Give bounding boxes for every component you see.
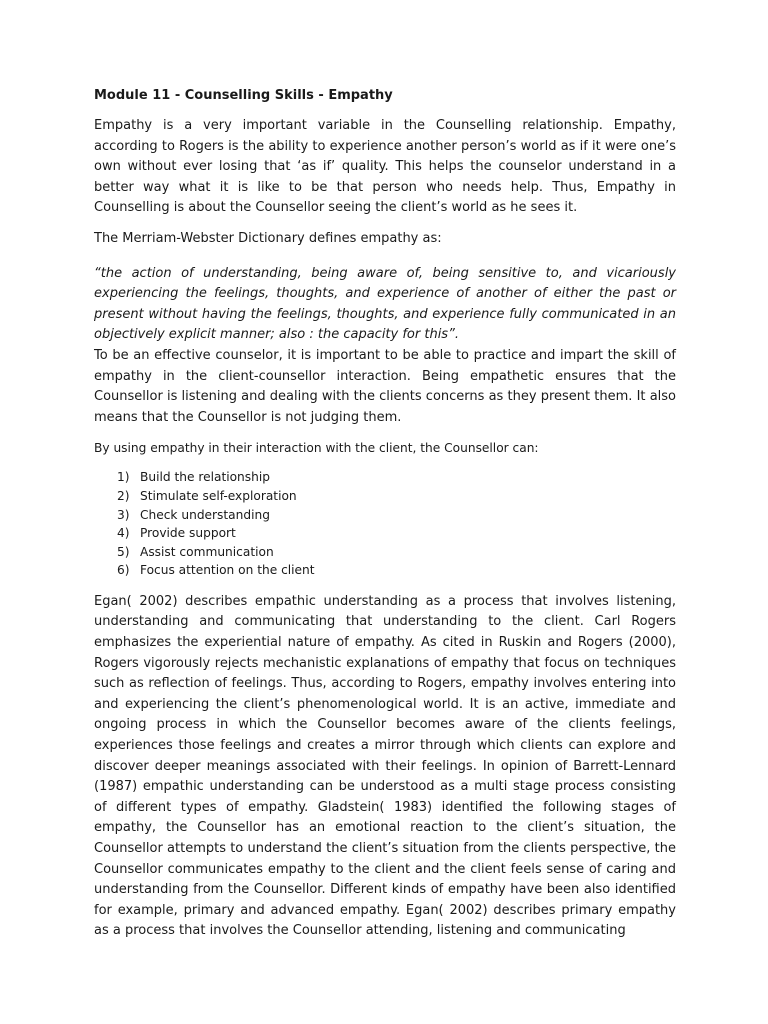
dictionary-quote: “the action of understanding, being aware of, being sensitive to, and vicariously experiencing the feelings, thoughts, and experience of another of either the past or present without having the feelings, thoughts, and experience fully communicated in an objectively explicit manner; also : the capacity for this”. (94, 265, 676, 343)
list-item-number: 3) (117, 507, 130, 522)
list-item (117, 561, 676, 580)
list-item-text: Build the relationship (140, 470, 270, 485)
list-item-number: 5) (117, 544, 130, 559)
list-item-number: 6) (117, 563, 130, 578)
counsellor-abilities-list (94, 468, 676, 580)
list-item-number: 1) (117, 470, 130, 485)
list-item-number: 4) (117, 526, 130, 541)
list-item-text: Stimulate self-exploration (140, 488, 297, 503)
list-item-text: Assist communication (140, 544, 274, 559)
list-item (117, 468, 676, 487)
list-item-number: 2) (117, 488, 130, 503)
list-item-text: Focus attention on the client (140, 563, 315, 578)
list-item (117, 487, 676, 506)
document-page (94, 86, 676, 952)
list-item (117, 506, 676, 525)
paragraph-empathic-understanding: Egan( 2002) describes empathic understanding as a process that involves listening, understanding and communicating that understanding to the client. Carl Rogers emphasizes the experiential nature of empathy. As cited in Ruskin and Rogers (2000), Rogers vigorously rejects mechanistic explanations of empathy that focus on techniques such as reflection of feelings. Thus, according to Rogers, empathy involves entering into and experiencing the client’s phenomenological world. It is an active, immediate and ongoing process in which the Counsellor becomes aware of the clients feelings, experiences those feelings and creates a mirror through which clients can explore and discover deeper meanings associated with their feelings. In opinion of Barrett-Lennard (1987) empathic understanding can be understood as a multi stage process consisting of different types of empathy. Gladstein( 1983) identified the following stages of empathy, the Counsellor has an emotional reaction to the client’s situation, the Counsellor attempts to understand the client’s situation from the clients perspective, the Counsellor communicates empathy to the client and the client feels sense of caring and understanding from the Counsellor. Different kinds of empathy have been also identified for example, primary and advanced empathy. Egan( 2002) describes primary empathy as a process that involves the Counsellor attending, listening and communicating (94, 593, 676, 939)
list-item (117, 524, 676, 543)
list-item (117, 543, 676, 562)
list-item-text: Provide support (140, 526, 236, 541)
list-intro: By using empathy in their interaction with the client, the Counsellor can: (94, 441, 539, 456)
paragraph-dictionary-intro: The Merriam-Webster Dictionary defines empathy as: (94, 230, 442, 246)
document-title: Module 11 - Counselling Skills - Empathy (94, 88, 393, 103)
list-item-text: Check understanding (140, 507, 270, 522)
paragraph-empathy-intro: Empathy is a very important variable in the Counselling relationship. Empathy, according to Rogers is the ability to experience another person’s world as if it were one’s own without ever losing that ‘as if’ quality. This helps the counselor understand in a better way what it is like to be that person who needs help. Thus, Empathy in Counselling is about the Counsellor seeing the client’s world as he sees it. (94, 118, 676, 216)
paragraph-effective-counselor: To be an effective counselor, it is important to be able to practice and impart the skill of empathy in the client-counsellor interaction. Being empathetic ensures that the Counsellor is listening and dealing with the clients concerns as they present them. It also means that the Counsellor is not judging them. (94, 347, 676, 425)
